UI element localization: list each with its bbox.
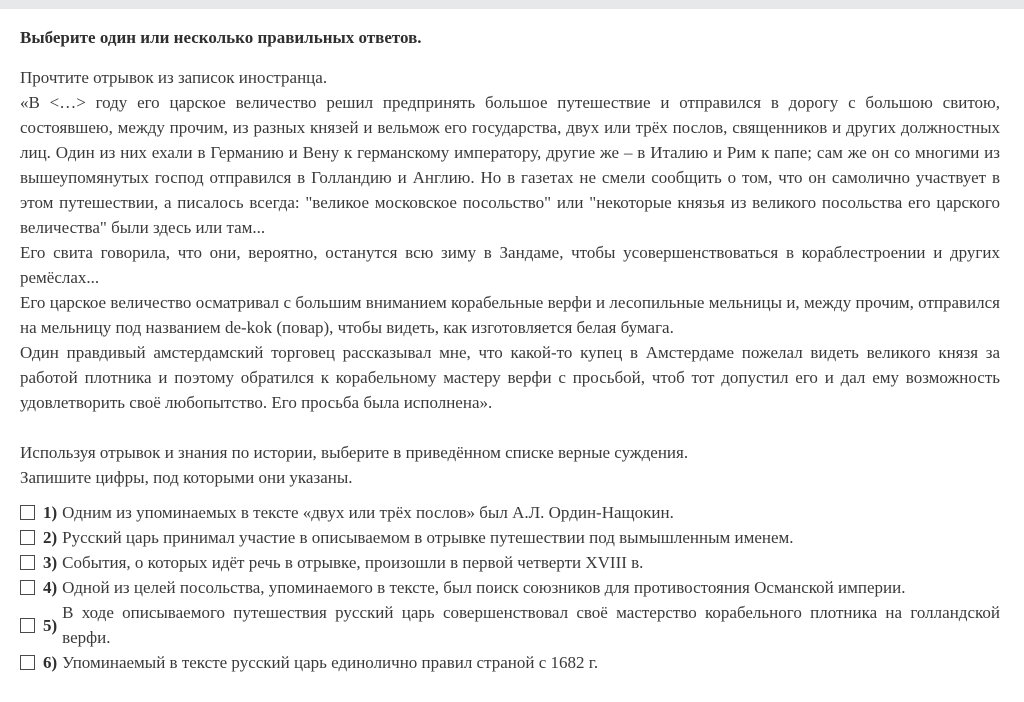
spacer	[20, 415, 1000, 440]
option-checkbox[interactable]	[20, 655, 35, 670]
option-number: 4)	[43, 578, 58, 597]
option-text: Упоминаемый в тексте русский царь единолично правил страной с 1682 г.	[62, 653, 599, 672]
answer-option-6[interactable]	[20, 650, 1000, 675]
top-bar	[0, 0, 1024, 9]
option-text: В ходе описываемого путешествия русский царь совершенствовал своё мастерство корабельного плотника на голландской верфи.	[62, 603, 1000, 647]
answer-options	[20, 500, 1000, 675]
task-text: Используя отрывок и знания по истории, выберите в приведённом списке верные суждения.	[20, 443, 689, 462]
option-checkbox[interactable]	[20, 530, 35, 545]
passage-paragraph: Один правдивый амстердамский торговец рассказывал мне, что какой-то купец в Амстердаме пожелал видеть великого князя за работой плотника и поэтому обратился к корабельному мастеру верфи с просьбой, чтоб тот допустил его и дал ему возможность удовлетворить своё любопытство. Его просьба была исполнена».	[20, 343, 1000, 412]
option-number: 2)	[43, 528, 58, 547]
answer-option-1[interactable]	[20, 500, 1000, 525]
option-checkbox[interactable]	[20, 580, 35, 595]
answer-option-2[interactable]	[20, 525, 1000, 550]
option-text: Русский царь принимал участие в описываемом в отрывке путешествии под вымышленным именем.	[62, 528, 794, 547]
option-number: 5)	[43, 615, 58, 635]
option-text: События, о которых идёт речь в отрывке, произошли в первой четверти XVIII в.	[62, 553, 644, 572]
option-checkbox[interactable]	[20, 505, 35, 520]
answer-option-5[interactable]	[20, 600, 1000, 650]
answer-option-3[interactable]	[20, 550, 1000, 575]
source-passage	[20, 90, 1000, 415]
option-checkbox[interactable]	[20, 618, 35, 633]
option-number: 1)	[43, 503, 58, 522]
option-number: 6)	[43, 653, 58, 672]
question-content	[20, 25, 1000, 675]
question-instruction: Выберите один или несколько правильных ответов.	[20, 28, 422, 47]
option-text: Одной из целей посольства, упоминаемого в тексте, был поиск союзников для противостояния Османской империи.	[62, 578, 906, 597]
passage-paragraph: Его свита говорила, что они, вероятно, останутся всю зиму в Зандаме, чтобы усовершенствоваться в кораблестроении и других ремёслах...	[20, 243, 1000, 287]
passage-paragraph: Его царское величество осматривал с большим вниманием корабельные верфи и лесопильные мельницы и, между прочим, отправился на мельницу под названием de-kok (повар), чтобы видеть, как изготовляется белая бумага.	[20, 293, 1000, 337]
option-number: 3)	[43, 553, 58, 572]
task-text: Запишите цифры, под которыми они указаны.	[20, 468, 353, 487]
option-checkbox[interactable]	[20, 555, 35, 570]
passage-intro: Прочтите отрывок из записок иностранца.	[20, 68, 328, 87]
passage-paragraph: «В <…> году его царское величество решил предпринять большое путешествие и отправился в дорогу с большою свитою, состоявшею, между прочим, из разных князей и вельмож его государства, двух или трёх послов, священников и других должностных лиц. Один из них ехали в Германию и Вену к германскому императору, другие же – в Италию и Рим к папе; сам же он со многими из вышеупомянутых господ отправился в Голландию и Англию. Но в газетах не смели сообщить о том, что он самолично участвует в этом путешествии, а писалось всегда: "великое московское посольство" или "некоторые князья из великого посольства его царского величества" были здесь или там...	[20, 93, 1000, 237]
option-text: Одним из упоминаемых в тексте «двух или трёх послов» был А.Л. Ордин-Нащокин.	[62, 503, 674, 522]
answer-option-4[interactable]	[20, 575, 1000, 600]
